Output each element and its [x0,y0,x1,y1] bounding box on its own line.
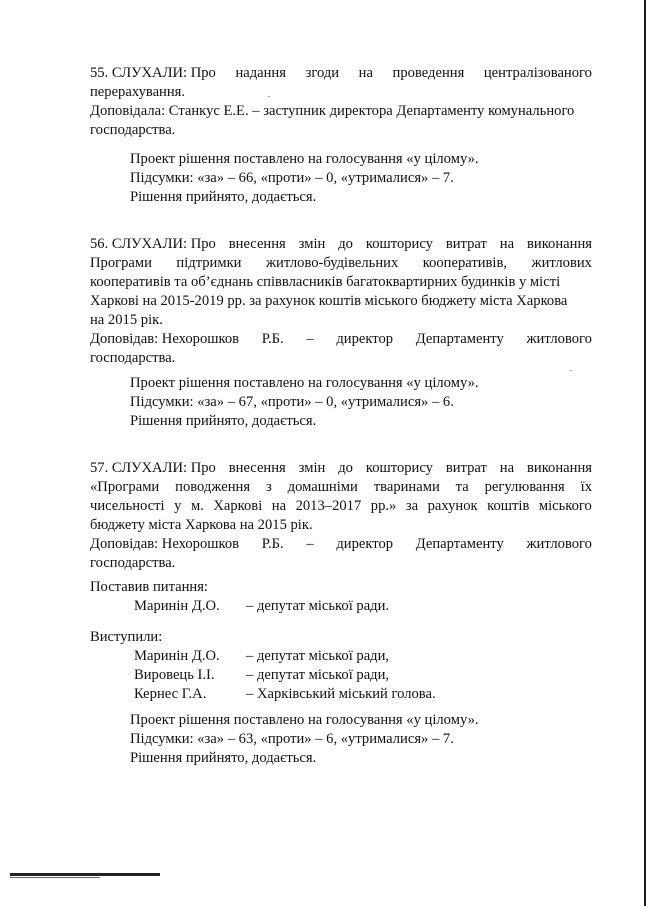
item-57-title-line-3: чисельності у м. Харкові на 2013–2017 рр.» за рахунок коштів міського [90,498,592,514]
vote-decision: Рішення прийнято, додається. [130,413,317,429]
item-57-reporter-cont: господарства. [90,555,176,571]
item-57 [90,459,592,573]
asked-section [90,578,592,616]
item-55-title-line-2: перерахування. [90,84,186,100]
item-56-vote [90,374,632,431]
person-role: – депутат міської ради, [246,667,390,683]
item-55 [90,64,592,140]
item-55-title-line-1: 55. СЛУХАЛИ: Про надання згоди на проведення централізованого [90,65,592,81]
asked-row [90,597,592,616]
scan-speck [570,370,572,371]
person-role: – депутат міської ради. [246,598,390,614]
item-55-reporter: Доповідала: Станкус Е.Е. – заступник директора Департаменту комунального [90,103,575,119]
person-role: – Харківський міський голова. [246,686,436,702]
vote-proposal: Проект рішення поставлено на голосування «у цілому». [130,151,479,167]
person-name: Маринін Д.О. [134,648,220,664]
spoke-row [90,685,592,704]
spoke-row [90,666,592,685]
item-55-reporter-cont: господарства. [90,122,176,138]
footer-rule-shadow [10,877,100,878]
asked-heading: Поставив питання: [90,579,208,595]
item-57-vote [90,711,632,768]
vote-decision: Рішення прийнято, додається. [130,750,317,766]
vote-proposal: Проект рішення поставлено на голосування «у цілому». [130,375,479,391]
vote-proposal: Проект рішення поставлено на голосування «у цілому». [130,712,479,728]
vote-decision: Рішення прийнято, додається. [130,189,317,205]
person-name: Вировець І.І. [134,667,215,683]
person-role: – депутат міської ради, [246,648,390,664]
item-56-title-line-5: на 2015 рік. [90,312,163,328]
item-56-title-line-2: Програми підтримки житлово-будівельних кооперативів, житлових [90,255,592,271]
spoke-heading: Виступили: [90,629,163,645]
item-56-reporter-cont: господарства. [90,350,176,366]
footer-rule [10,873,160,876]
item-56-title-line-1: 56. СЛУХАЛИ: Про внесення змін до кошторису витрат на виконання [90,236,592,252]
item-56-reporter: Доповідав: Нехорошков Р.Б. – директор Департаменту житлового [90,331,592,347]
vote-results: Підсумки: «за» – 67, «проти» – 0, «утрималися» – 6. [130,394,454,410]
item-57-reporter: Доповідав: Нехорошков Р.Б. – директор Департаменту житлового [90,536,592,552]
spoke-row [90,647,592,666]
item-55-vote [90,150,632,207]
item-56-title-line-3: кооперативів та об’єднань співвласників багатоквартирних будинків у місті [90,274,561,290]
scan-speck [268,96,270,97]
item-57-title-line-4: бюджету міста Харкова на 2015 рік. [90,517,313,533]
item-57-title-line-2: «Програми поводження з домашніми тваринами та регулювання їх [90,479,592,495]
item-57-title-line-1: 57. СЛУХАЛИ: Про внесення змін до кошторису витрат на виконання [90,460,592,476]
vote-results: Підсумки: «за» – 66, «проти» – 0, «утрималися» – 7. [130,170,454,186]
item-56-title-line-4: Харкові на 2015-2019 рр. за рахунок коштів міського бюджету міста Харкова [90,293,568,309]
person-name: Маринін Д.О. [134,598,220,614]
person-name: Кернес Г.А. [134,686,207,702]
spoke-section [90,628,592,704]
item-56 [90,235,592,368]
vote-results: Підсумки: «за» – 63, «проти» – 6, «утрималися» – 7. [130,731,454,747]
